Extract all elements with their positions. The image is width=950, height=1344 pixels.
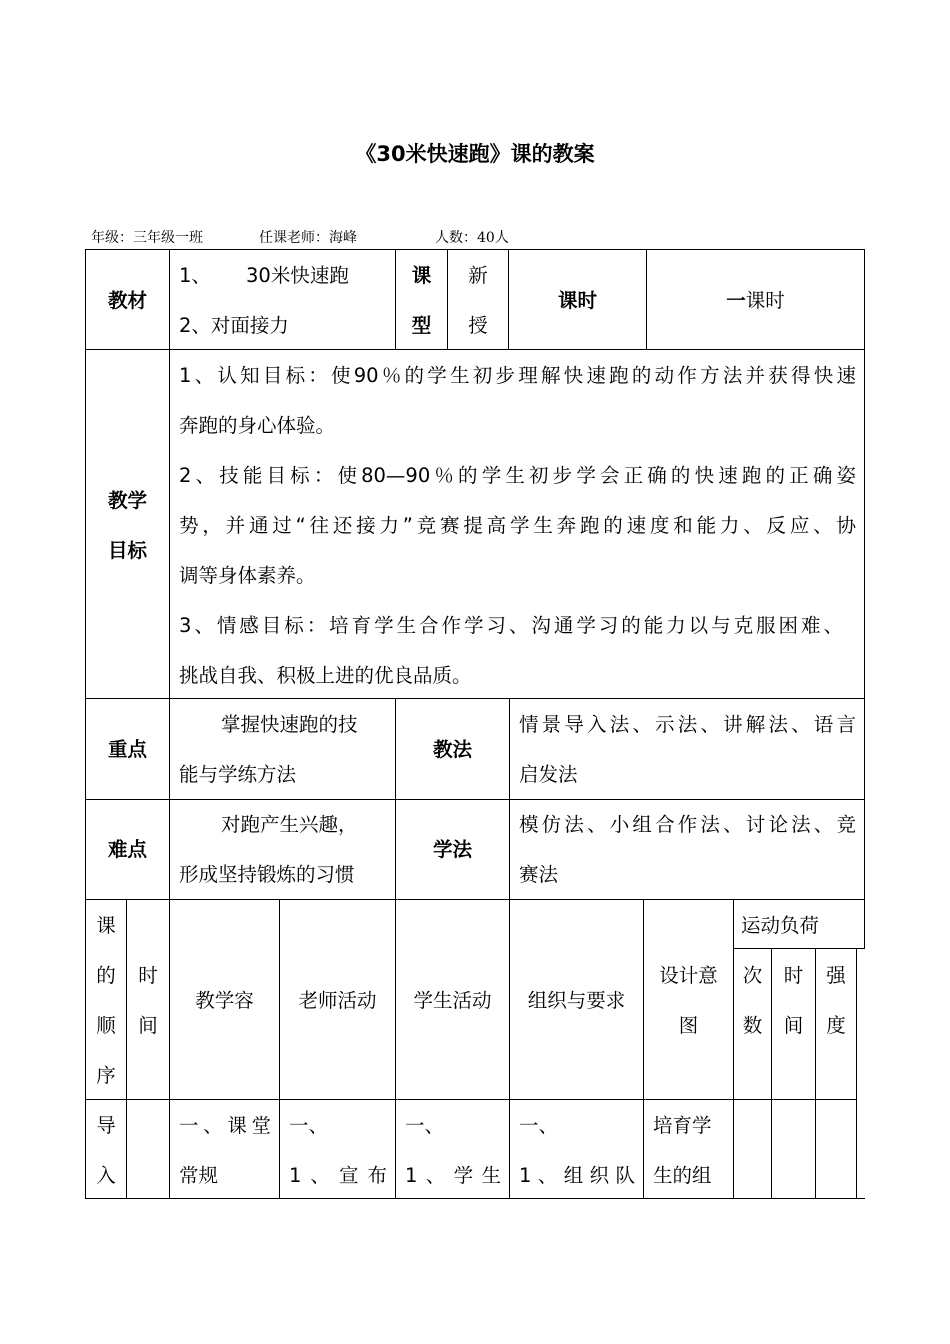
- intro-organization-cell: 1、组织队: [519, 1164, 635, 1187]
- intro-design-cell: 生的组: [653, 1164, 712, 1187]
- textbook-item-1: 30米快速跑: [246, 264, 349, 287]
- document-title: 《30米快速跑》课的教案: [355, 142, 595, 166]
- teaching-method-text: 情景导入法、示法、讲解法、语言: [519, 713, 856, 736]
- organization-header: 组织与要求: [527, 989, 626, 1012]
- textbook-item-1-number: 1、: [179, 264, 211, 287]
- load-times-header: 数: [742, 1014, 763, 1037]
- intro-content-cell: 一、课堂: [179, 1114, 271, 1137]
- table-line: [864, 249, 865, 949]
- design-intent-header: 图: [678, 1014, 699, 1037]
- intro-organization-cell: 一、: [519, 1114, 559, 1137]
- order-header: 课: [96, 914, 116, 937]
- textbook-item-2: 2、对面接力: [179, 314, 289, 337]
- load-duration-header: 间: [783, 1014, 804, 1037]
- exercise-load-header: 运动负荷: [741, 914, 820, 937]
- lesson-type-value: 授: [468, 314, 488, 337]
- intro-teacher-cell: 一、: [289, 1114, 329, 1137]
- period-value: [647, 276, 864, 326]
- table-line: [279, 899, 280, 1199]
- intro-order-cell: 入: [96, 1164, 116, 1187]
- table-line: [169, 249, 170, 1199]
- intro-teacher-cell: 1、宣布: [289, 1164, 387, 1187]
- lesson-type-label: 型: [411, 314, 432, 337]
- difficulty-text: 对跑产生兴趣，: [221, 813, 358, 836]
- order-header: 序: [96, 1064, 116, 1087]
- intro-order-cell: 导: [96, 1114, 116, 1137]
- goal-line: 3、情感目标：培育学生合作学习、沟通学习的能力以与克服困难、: [179, 614, 843, 637]
- difficulty-label: 难点: [107, 838, 147, 861]
- learning-method-text: 赛法: [519, 863, 559, 886]
- teaching-method-text: 启发法: [519, 763, 578, 786]
- goal-line: 奔跑的身心体验。: [179, 414, 336, 437]
- student-count-info: 人数：40人: [435, 230, 509, 246]
- table-line: [856, 948, 857, 1199]
- load-times-header: 次: [742, 964, 763, 987]
- learning-method-label: 学法: [432, 838, 472, 861]
- table-line: [509, 698, 510, 1199]
- intro-student-cell: 一、: [405, 1114, 445, 1137]
- goal-line: 2、技能目标：使80—90％的学生初步学会正确的快速跑的正确姿: [179, 464, 856, 487]
- intro-student-cell: 1、学生: [405, 1164, 501, 1187]
- intro-design-cell: 培育学: [653, 1114, 712, 1137]
- learning-method-text: 模仿法、小组合作法、讨论法、竞: [519, 813, 856, 836]
- student-activity-header: 学生活动: [413, 989, 492, 1012]
- order-header: 顺: [96, 1014, 116, 1037]
- order-header: 的: [96, 964, 116, 987]
- teaching-method-label: 教法: [432, 738, 472, 761]
- intro-content-cell: 常规: [179, 1164, 219, 1187]
- teacher-activity-header: 老师活动: [298, 989, 377, 1012]
- period-unit: 课时: [745, 289, 785, 312]
- load-intensity-header: 强: [826, 964, 846, 987]
- difficulty-text: 形成坚持锻炼的习惯: [179, 863, 355, 886]
- key-point-label: 重点: [107, 738, 147, 761]
- time-header: 时: [138, 964, 158, 987]
- lesson-type-label: 课: [411, 264, 432, 287]
- design-intent-header: 设计意: [659, 964, 718, 987]
- goal-line: 势，并通过“往还接力”竞赛提高学生奔跑的速度和能力、反应、协: [179, 514, 856, 537]
- goals-label: 目标: [107, 539, 147, 562]
- grade-info: 年级：三年级一班: [91, 230, 203, 246]
- content-header: 教学容: [195, 989, 254, 1012]
- load-duration-header: 时: [783, 964, 804, 987]
- key-point-text: 能与学练方法: [179, 763, 297, 786]
- lesson-type-value: 新: [468, 264, 488, 287]
- table-line: [85, 249, 865, 250]
- time-header: 间: [138, 1014, 158, 1037]
- period-number: 一: [726, 289, 746, 312]
- load-intensity-header: 度: [826, 1014, 846, 1037]
- table-line: [85, 1099, 857, 1100]
- goal-line: 1、认知目标：使90％的学生初步理解快速跑的动作方法并获得快速: [179, 364, 856, 387]
- key-point-text: 掌握快速跑的技: [221, 713, 358, 736]
- teacher-info: 任课老师：海峰: [259, 230, 357, 246]
- period-label: 课时: [557, 289, 597, 312]
- goal-line: 调等身体素养。: [179, 564, 316, 587]
- goals-label: 教学: [107, 489, 147, 512]
- goal-line: 挑战自我、积极上进的优良品质。: [179, 664, 472, 687]
- textbook-label: 教材: [107, 289, 147, 312]
